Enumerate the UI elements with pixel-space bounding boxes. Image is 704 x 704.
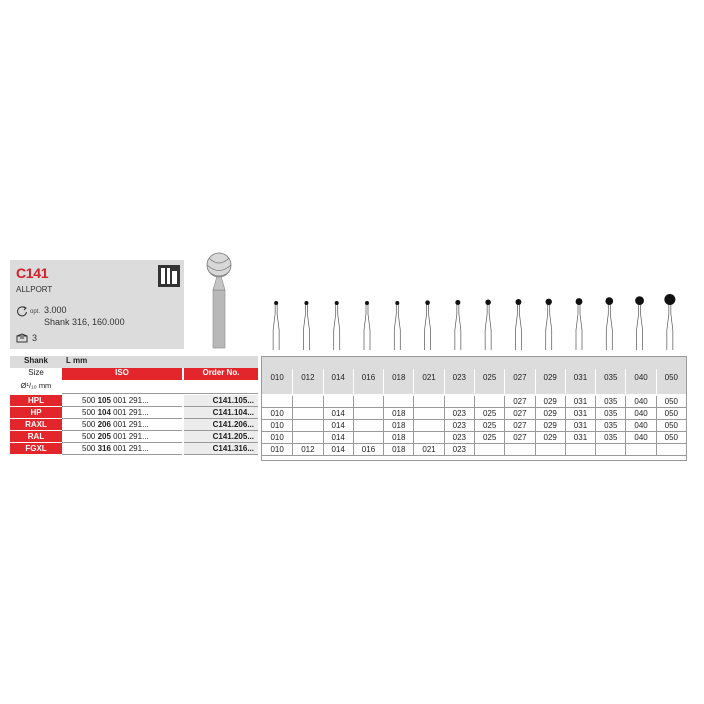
size-cell: 023 xyxy=(444,432,474,444)
shank-type-label: RAL xyxy=(10,431,62,443)
size-cell xyxy=(444,396,474,408)
size-header: 029 xyxy=(535,369,565,394)
iso-header: ISO xyxy=(62,368,182,380)
size-cell: 018 xyxy=(383,420,413,432)
shank-type-label: RAXL xyxy=(10,419,62,431)
bur-illustration xyxy=(605,297,613,350)
bur-illustration xyxy=(394,301,400,350)
bur-illustration xyxy=(334,301,340,350)
size-cell: 025 xyxy=(474,420,504,432)
product-name: ALLPORT xyxy=(16,285,53,294)
size-cell: 010 xyxy=(262,420,292,432)
iso-number: 500 205 001 291... xyxy=(62,431,182,443)
size-cell xyxy=(353,432,383,444)
bur-illustration xyxy=(303,301,309,350)
iso-number: 500 105 001 291... xyxy=(62,395,182,407)
size-cell: 023 xyxy=(444,408,474,420)
size-header: 018 xyxy=(383,369,413,394)
size-cell: 023 xyxy=(444,444,474,456)
size-cell: 031 xyxy=(565,396,595,408)
size-cell xyxy=(292,396,322,408)
size-cell xyxy=(656,444,686,456)
order-number: C141.104... xyxy=(184,407,258,419)
bur-illustration xyxy=(664,294,675,350)
size-cell: 027 xyxy=(504,432,534,444)
size-cell xyxy=(413,408,443,420)
size-cell xyxy=(353,420,383,432)
bur-illustration xyxy=(546,299,552,350)
size-cell xyxy=(292,432,322,444)
order-number: C141.105... xyxy=(184,395,258,407)
size-cell: 014 xyxy=(323,420,353,432)
order-number: C141.206... xyxy=(184,419,258,431)
size-grid xyxy=(261,356,687,461)
size-cell: 010 xyxy=(262,432,292,444)
rpm-shank-value: Shank 316, 160.000 xyxy=(44,317,125,327)
size-cell: 029 xyxy=(535,432,565,444)
size-cell: 050 xyxy=(656,420,686,432)
size-cell xyxy=(262,396,292,408)
shank-type-label: HPL xyxy=(10,395,62,407)
size-cell xyxy=(353,396,383,408)
size-cell: 029 xyxy=(535,396,565,408)
size-cell: 023 xyxy=(444,420,474,432)
size-cell: 050 xyxy=(656,408,686,420)
size-cell: 035 xyxy=(595,420,625,432)
bur-illustration xyxy=(273,301,279,350)
size-cell xyxy=(535,444,565,456)
size-cell: 010 xyxy=(262,408,292,420)
size-label: Size xyxy=(28,368,44,377)
size-cell xyxy=(625,444,655,456)
size-header: 025 xyxy=(474,369,504,394)
size-header: 040 xyxy=(625,369,655,394)
shank-header: Shank xyxy=(10,356,62,368)
size-cell: 018 xyxy=(383,432,413,444)
bur-size-illustrations xyxy=(261,288,687,350)
size-cell: 050 xyxy=(656,432,686,444)
size-cell xyxy=(474,444,504,456)
size-cell xyxy=(413,420,443,432)
size-cell: 040 xyxy=(625,420,655,432)
size-header: 021 xyxy=(413,369,443,394)
size-header: 010 xyxy=(270,373,284,382)
shank-type-label: FGXL xyxy=(10,443,62,455)
size-header: 035 xyxy=(595,369,625,394)
size-cell: 016 xyxy=(353,444,383,456)
size-header: 023 xyxy=(444,369,474,394)
rotation-arrow-icon xyxy=(16,305,28,317)
size-cell: 014 xyxy=(323,408,353,420)
bur-illustration xyxy=(425,300,431,350)
size-cell: 027 xyxy=(504,420,534,432)
iso-number: 500 316 001 291... xyxy=(62,443,182,455)
size-cell: 012 xyxy=(292,444,322,456)
iso-number: 500 104 001 291... xyxy=(62,407,182,419)
size-header: 016 xyxy=(353,369,383,394)
size-cell: 025 xyxy=(474,408,504,420)
diameter-label: Ø¹/₁₀ mm xyxy=(20,381,52,390)
size-cell: 031 xyxy=(565,420,595,432)
size-header: 014 xyxy=(323,369,353,394)
size-cell: 031 xyxy=(565,408,595,420)
bur-illustration xyxy=(635,296,644,350)
size-cell xyxy=(353,408,383,420)
size-cell: 010 xyxy=(262,444,292,456)
size-cell xyxy=(595,444,625,456)
size-cell: 025 xyxy=(474,432,504,444)
bur-large-illustration xyxy=(195,250,245,350)
shank-type-label: HP xyxy=(10,407,62,419)
size-cell: 014 xyxy=(323,432,353,444)
size-cell: 029 xyxy=(535,408,565,420)
size-header: 050 xyxy=(656,369,686,394)
size-header: 027 xyxy=(504,369,534,394)
size-cell: 035 xyxy=(595,432,625,444)
size-header: 031 xyxy=(565,369,595,394)
size-cell xyxy=(383,396,413,408)
size-cell: 035 xyxy=(595,396,625,408)
size-cell: 035 xyxy=(595,408,625,420)
size-cell: 040 xyxy=(625,408,655,420)
size-cell: 050 xyxy=(656,396,686,408)
size-cell: 040 xyxy=(625,396,655,408)
size-cell xyxy=(565,444,595,456)
package-box-icon xyxy=(16,333,28,343)
pack-count: 3 xyxy=(32,333,38,343)
size-cell xyxy=(323,396,353,408)
diameter-row-spacer xyxy=(62,381,258,394)
size-cell: 018 xyxy=(383,408,413,420)
size-cell: 018 xyxy=(383,444,413,456)
size-header: 012 xyxy=(292,369,322,394)
order-header: Order No. xyxy=(184,368,258,380)
rpm-opt-value: 3.000 xyxy=(44,305,67,315)
size-cell xyxy=(474,396,504,408)
product-code: C141 xyxy=(16,265,49,281)
bur-illustration xyxy=(515,299,521,350)
bur-illustration xyxy=(455,300,461,350)
size-cell xyxy=(292,408,322,420)
bur-illustration xyxy=(485,300,491,351)
size-cell: 014 xyxy=(323,444,353,456)
size-cell: 031 xyxy=(565,432,595,444)
bur-illustration xyxy=(364,301,370,350)
brand-logo-icon xyxy=(158,265,180,287)
rpm-opt-label: opt. xyxy=(30,309,41,315)
size-cell: 021 xyxy=(413,444,443,456)
size-cell: 027 xyxy=(504,396,534,408)
bur-illustration xyxy=(576,298,583,350)
order-number: C141.205... xyxy=(184,431,258,443)
size-cell: 029 xyxy=(535,420,565,432)
size-cell xyxy=(413,396,443,408)
length-header: L mm xyxy=(62,356,258,368)
size-cell: 027 xyxy=(504,408,534,420)
size-cell xyxy=(413,432,443,444)
size-cell xyxy=(292,420,322,432)
iso-number: 500 206 001 291... xyxy=(62,419,182,431)
size-cell xyxy=(504,444,534,456)
order-number: C141.316... xyxy=(184,443,258,455)
size-cell: 040 xyxy=(625,432,655,444)
